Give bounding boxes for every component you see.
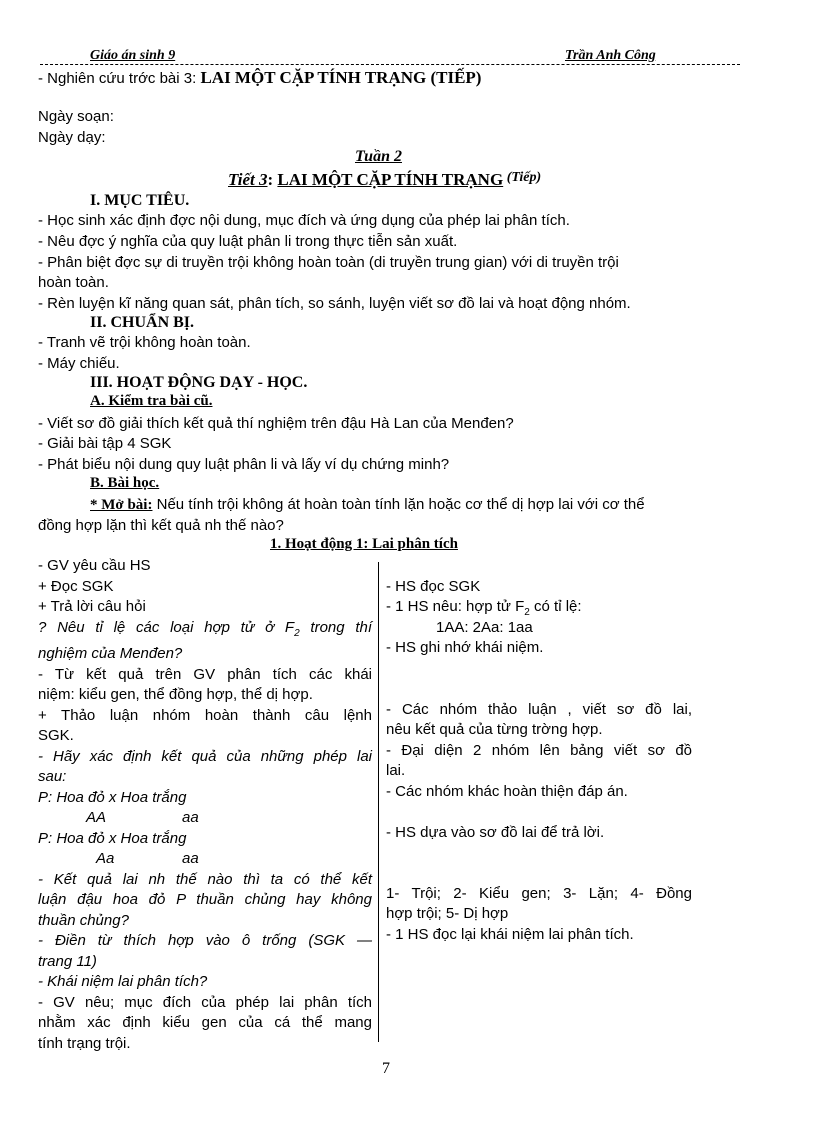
- prep-prefix: - Nghiên cứu trớc bài 3:: [38, 70, 201, 87]
- left-row: - GV nêu; mục đích của phép lai phân tích: [38, 993, 372, 1011]
- muc-tieu-item-3: - Phân biệt đợc sự di truyền trội không hoàn toàn (di truyền trung gian) với di truyền trội: [38, 254, 619, 271]
- tiet-label: Tiết 3: [228, 170, 268, 189]
- left-row: SGK.: [38, 727, 74, 744]
- bai-hoc-heading: B. Bài học.: [90, 475, 160, 491]
- left-row: - Hãy xác định kết quả của những phép lai: [38, 747, 372, 765]
- right-row: - 1 HS nêu: hợp tử $F_2$ có tỉ lệ:: [386, 598, 582, 618]
- right-row: - 1 HS đọc lại khái niệm lai phân tích.: [386, 926, 634, 943]
- activity-title: 1. Hoạt động 1: Lai phân tích: [270, 536, 458, 552]
- left-row: - Khái niệm lai phân tích?: [38, 973, 208, 990]
- left-row: nhằm xác định kiểu gen của cá thể mang: [38, 1014, 372, 1031]
- ngay-soan: Ngày soạn:: [38, 108, 114, 125]
- right-row: - HS dựa vào sơ đồ lai để trả lời.: [386, 824, 605, 841]
- mo-bai-text: Nếu tính trội không át hoàn toàn tính lặn hoặc cơ thể dị hợp lai với cơ thể: [152, 496, 645, 513]
- left-row: Aa aa: [96, 850, 199, 867]
- left-row: - Điền từ thích hợp vào ô trống (SGK —: [38, 932, 372, 949]
- right-row: - Đại diện 2 nhóm lên bảng viết sơ đồ: [386, 742, 692, 759]
- lesson-title: [228, 170, 541, 190]
- page-number: 7: [382, 1060, 390, 1077]
- right-row: - Các nhóm khác hoàn thiện đáp án.: [386, 783, 628, 800]
- left-row: tính trạng trội.: [38, 1034, 131, 1052]
- chuan-bi-heading: II. CHUẨN BỊ.: [90, 314, 195, 331]
- left-row: thuần chủng?: [38, 911, 129, 929]
- tiet-colon: :: [267, 170, 278, 189]
- muc-tieu-item-3b: hoàn toàn.: [38, 274, 109, 291]
- right-row: hợp trội; 5- Dị hợp: [386, 905, 509, 922]
- left-row: - Kết quả lai nh thế nào thì ta có thể kết: [38, 870, 372, 888]
- right-row: - Các nhóm thảo luận , viết sơ đồ lai,: [386, 701, 692, 718]
- kiem-tra-item-3: - Phát biểu nội dung quy luật phân li và lấy ví dụ chứng minh?: [38, 456, 450, 473]
- right-row: - HS đọc SGK: [386, 578, 481, 595]
- left-row: P: Hoa đỏ x Hoa trắng: [38, 829, 187, 847]
- left-row: AA aa: [86, 809, 199, 826]
- kiem-tra-heading: A. Kiểm tra bài cũ.: [90, 393, 213, 409]
- muc-tieu-item-4: - Rèn luyện kĩ năng quan sát, phân tích, so sánh, luyện viết sơ đồ lai và hoạt động nhóm.: [38, 295, 631, 312]
- right-row: 1AA: 2Aa: 1aa: [436, 619, 533, 636]
- header-left: Giáo án sinh 9: [90, 48, 176, 63]
- mo-bai-line-1: [38, 495, 743, 515]
- teacher-column: [38, 556, 372, 1054]
- kiem-tra-item-1: - Viết sơ đồ giải thích kết quả thí nghiệm trên đậu Hà Lan của Menđen?: [38, 415, 514, 432]
- right-row: nêu kết quả của từng trờng hợp.: [386, 721, 603, 738]
- prep-line: [38, 68, 743, 89]
- header-divider: [40, 64, 740, 65]
- ngay-day: Ngày dạy:: [38, 129, 106, 146]
- right-row: 1- Trội; 2- Kiểu gen; 3- Lặn; 4- Đồng: [386, 885, 692, 902]
- chuan-bi-item-2: - Máy chiếu.: [38, 355, 120, 372]
- right-row: - HS ghi nhớ khái niệm.: [386, 639, 544, 656]
- table-divider: [378, 562, 379, 1042]
- mo-bai-label: * Mở bài:: [90, 497, 153, 513]
- left-row: niệm: kiểu gen, thể đồng hợp, thể dị hợp.: [38, 686, 313, 703]
- left-row: ? Nêu tỉ lệ các loại hợp tử ở $F_2$ trong thí: [38, 618, 373, 639]
- right-row: lai.: [386, 762, 406, 779]
- left-row: sau:: [38, 768, 67, 785]
- tuan-title: Tuần 2: [355, 148, 402, 165]
- muc-tieu-item-2: - Nêu đợc ý nghĩa của quy luật phân li trong thực tiễn sản xuất.: [38, 233, 458, 250]
- left-row: + Trả lời câu hỏi: [38, 598, 146, 615]
- chuan-bi-item-1: - Tranh vẽ trội không hoàn toàn.: [38, 334, 251, 351]
- left-row: + Đọc SGK: [38, 577, 114, 595]
- muc-tieu-heading: I. MỤC TIÊU.: [90, 192, 190, 209]
- left-row: P: Hoa đỏ x Hoa trắng: [38, 788, 187, 806]
- left-row: trang 11): [38, 952, 97, 970]
- hoat-dong-heading: III. HOẠT ĐỘNG DẠY - HỌC.: [90, 374, 308, 391]
- left-row: + Thảo luận nhóm hoàn thành câu lệnh: [38, 706, 372, 724]
- muc-tieu-item-1: - Học sinh xác định đợc nội dung, mục đích và ứng dụng của phép lai phân tích.: [38, 212, 570, 229]
- left-row: nghiệm của Menđen?: [38, 645, 183, 662]
- tiet-title: LAI MỘT CẶP TÍNH TRẠNG: [277, 170, 504, 189]
- left-row: luận đậu hoa đỏ P thuần chủng hay không: [38, 891, 372, 908]
- kiem-tra-item-2: - Giải bài tập 4 SGK: [38, 435, 172, 452]
- left-row: - Từ kết quả trên GV phân tích các khái: [38, 665, 372, 683]
- mo-bai-line-2: đồng hợp lặn thì kết quả nh thế nào?: [38, 517, 284, 534]
- left-row: - GV yêu cầu HS: [38, 557, 151, 574]
- header-right: Trần Anh Công: [565, 48, 656, 63]
- tiet-suffix: (Tiếp): [503, 170, 542, 185]
- prep-title: LAI MỘT CẶP TÍNH TRẠNG (TIẾP): [200, 68, 482, 87]
